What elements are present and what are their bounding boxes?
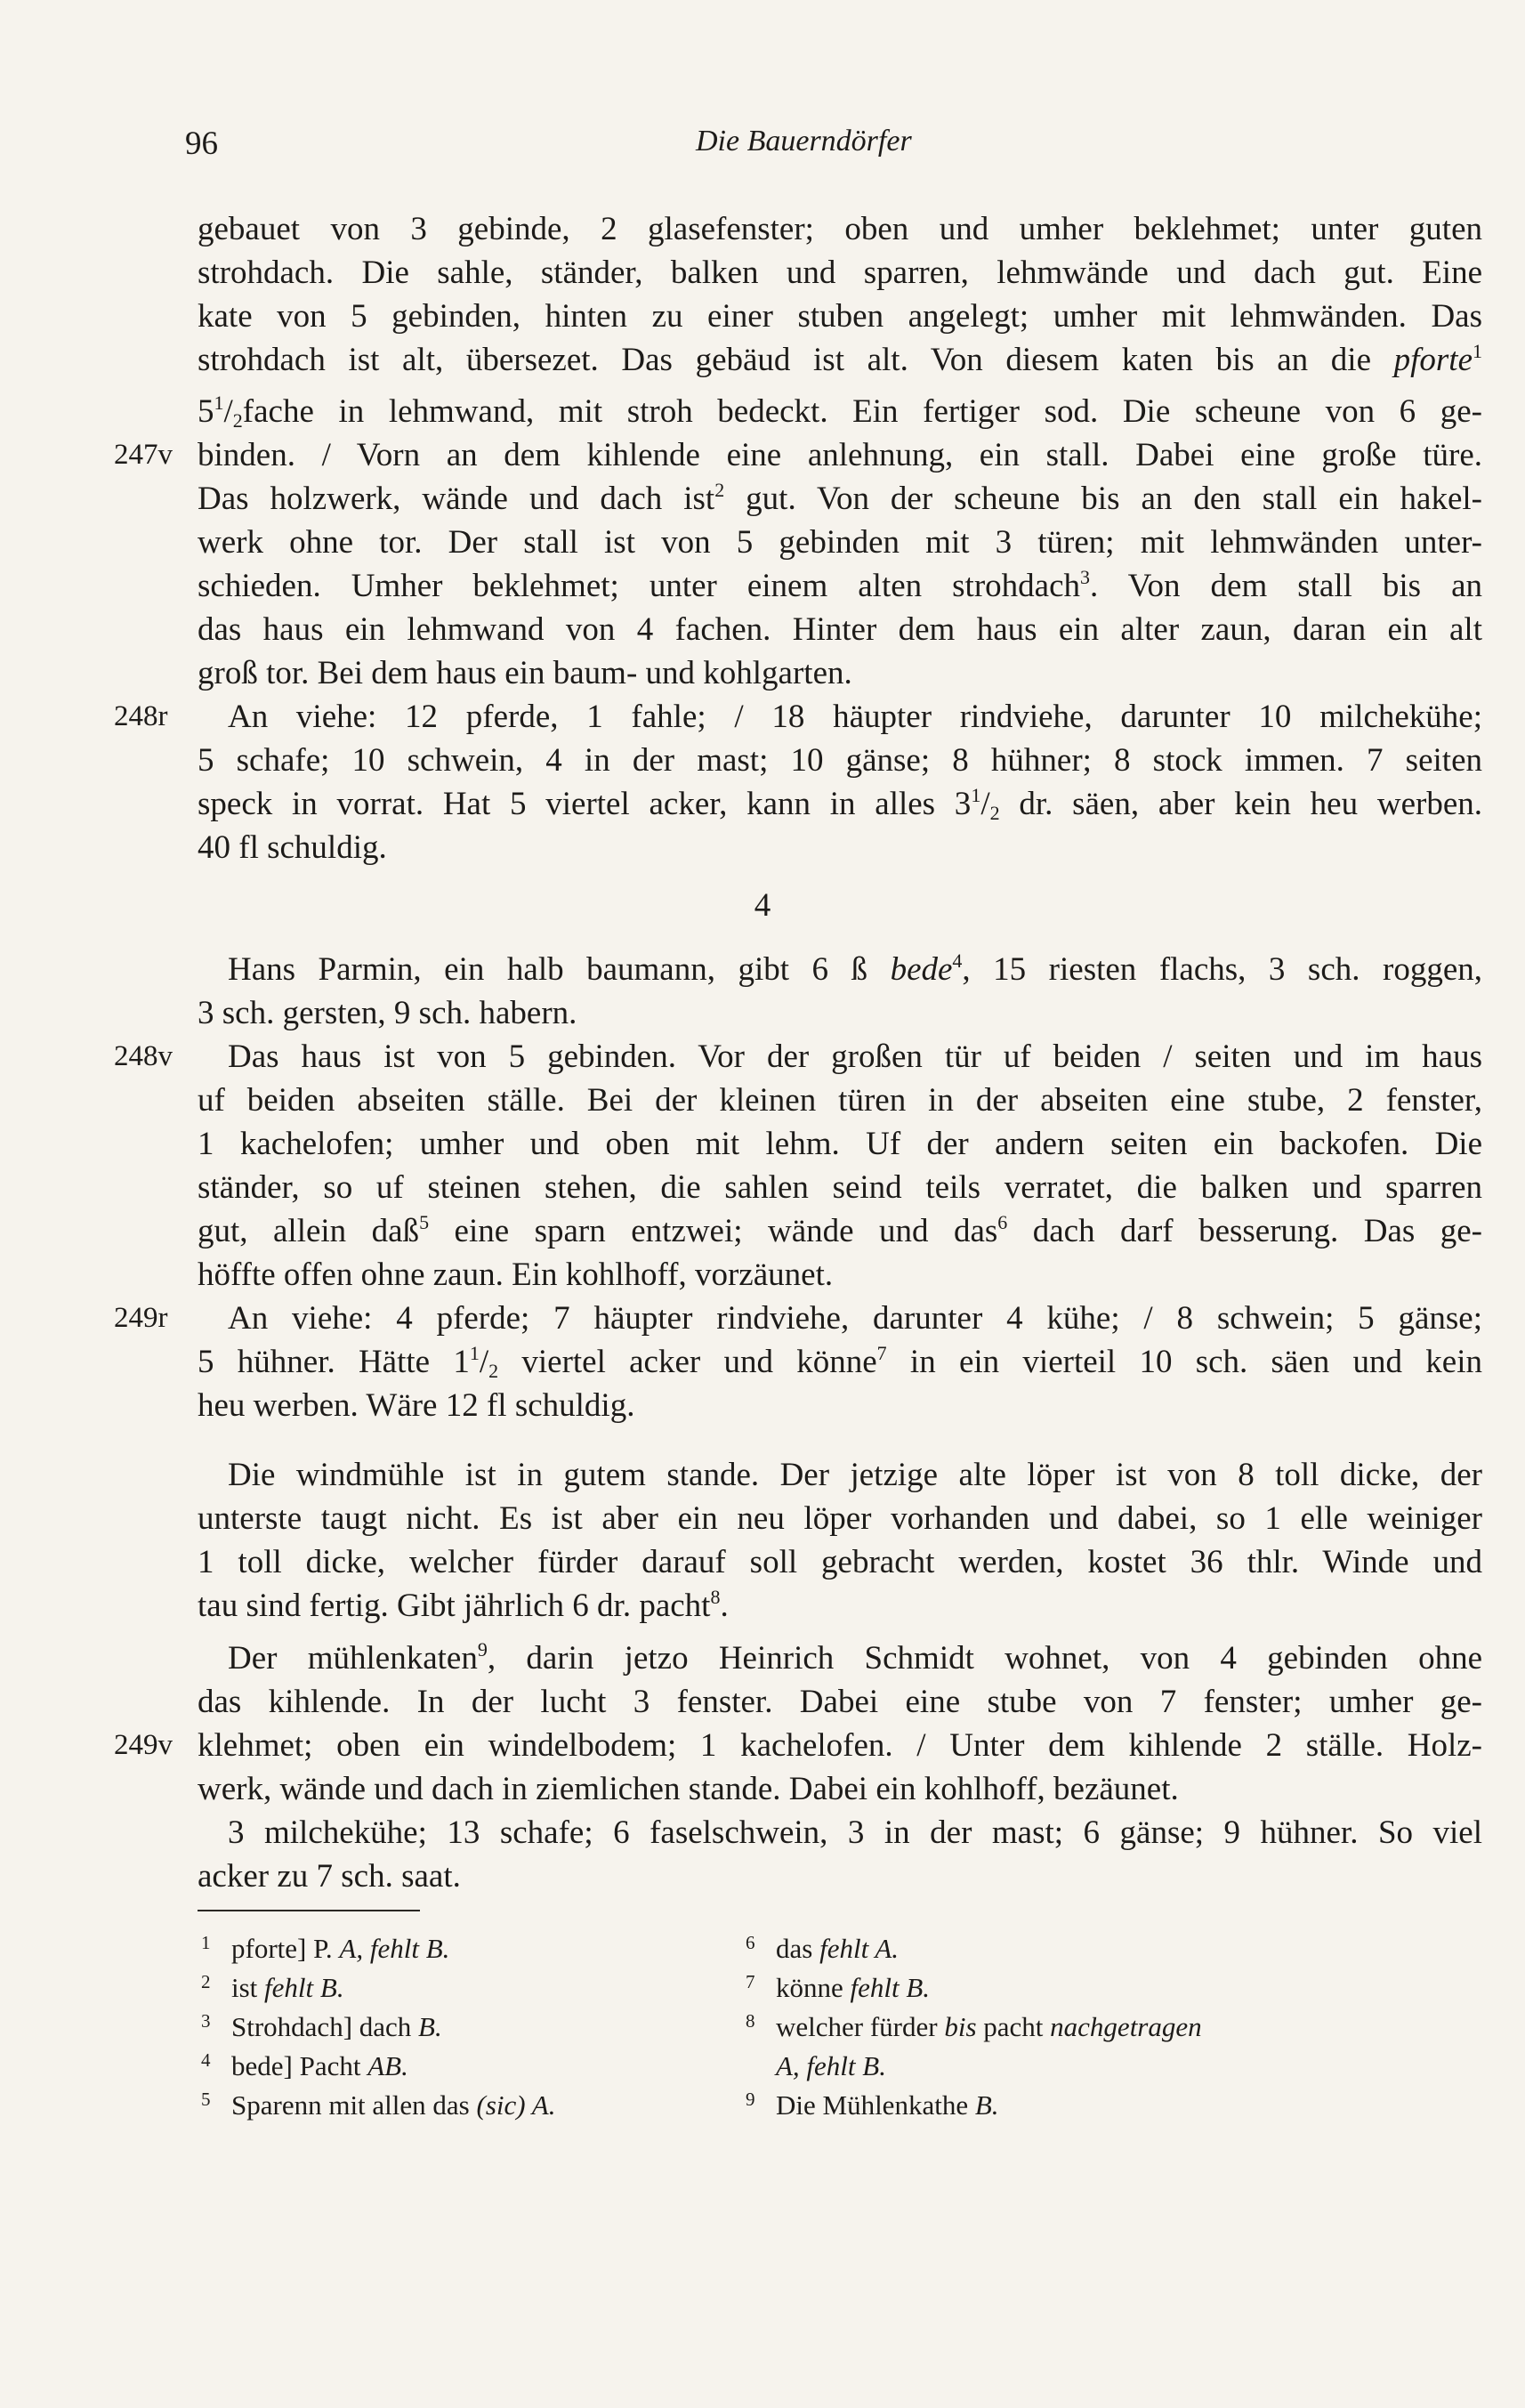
text-line: strohdach ist alt, übersezet. Das gebäud ist alt. Von diesem katen bis an die pforte$^1$ [198, 340, 1482, 378]
text-line: Die windmühle ist in gutem stande. Der jetzige alte löper ist von 8 toll dicke, der [228, 1457, 1482, 1493]
running-title: Die Bauerndörfer [696, 125, 912, 158]
text-line: 5 hühner. Hätte $1^1/_2$ viertel acker und könne$^7$ in ein vierteil 10 sch. säen und kein [198, 1342, 1482, 1382]
text-line: höffte offen ohne zaun. Ein kohlhoff, vorzäunet. [198, 1257, 834, 1293]
footnote-4: 4 bede] Pacht AB. [201, 2049, 408, 2081]
text-line: tau sind fertig. Gibt jährlich 6 dr. pacht$^8$. [198, 1586, 729, 1624]
footnote-7: 7 könne fehlt B. [746, 1971, 931, 2003]
text-line: speck in vorrat. Hat 5 viertel acker, kann in alles $3^1/_2$ dr. säen, aber kein heu werben. [198, 784, 1482, 824]
text-line: gebauet von 3 gebinde, 2 glasefenster; oben und umher beklehmet; unter guten [198, 211, 1482, 247]
text-line: 40 fl schuldig. [198, 829, 387, 866]
footnote-8-continued: A, fehlt B. [776, 2050, 886, 2081]
text-line: Hans Parmin, ein halb baumann, gibt 6 ß bede$^4$, 15 riesten flachs, 3 sch. roggen, [228, 949, 1482, 988]
text-line: An viehe: 4 pferde; 7 häupter rindviehe, darunter 4 kühe; / 8 schwein; 5 gänse; [228, 1300, 1482, 1337]
text-line: uf beiden abseiten ställe. Bei der kleinen türen in der abseiten eine stube, 2 fenster, [198, 1082, 1482, 1119]
text-line: acker zu 7 sch. saat. [198, 1858, 461, 1895]
page-number: 96 [185, 125, 218, 162]
text-line: Das haus ist von 5 gebinden. Vor der großen tür uf beiden / seiten und im haus [228, 1038, 1482, 1075]
footnote-8: 8 welcher fürder bis pacht nachgetragen [746, 2010, 1202, 2042]
text-line: schieden. Umher beklehmet; unter einem alten strohdach$^3$. Von dem stall bis an [198, 566, 1482, 604]
text-line: 1 kachelofen; umher und oben mit lehm. Uf der andern seiten ein backofen. Die [198, 1126, 1482, 1162]
text-line: An viehe: 12 pferde, 1 fahle; / 18 häupter rindviehe, darunter 10 milchekühe; [228, 699, 1482, 735]
text-line: 5 schafe; 10 schwein, 4 in der mast; 10 gänse; 8 hühner; 8 stock immen. 7 seiten [198, 742, 1482, 779]
text-line: ständer, so uf steinen stehen, die sahlen seind teils verratet, die balken und sparren [198, 1169, 1482, 1206]
text-line: das haus ein lehmwand von 4 fachen. Hinter dem haus ein alter zaun, daran ein alt [198, 611, 1482, 648]
text-line: Das holzwerk, wände und dach ist$^2$ gut. Von der scheune bis an den stall ein hakel- [198, 479, 1482, 517]
footnote-5: 5 Sparenn mit allen das (sic) A. [201, 2089, 556, 2121]
footnote-1: 1 pforte] P. A, fehlt B. [201, 1932, 450, 1964]
text-line: 1 toll dicke, welcher fürder darauf soll gebracht werden, kostet 36 thlr. Winde und [198, 1544, 1482, 1580]
text-line: gut, allein daß$^5$ eine sparn entzwei; wände und das$^6$ dach darf besserung. Das ge- [198, 1211, 1482, 1249]
text-line: kate von 5 gebinden, hinten zu einer stuben angelegt; umher mit lehmwänden. Das [198, 298, 1482, 335]
text-line: werk ohne tor. Der stall ist von 5 gebinden mit 3 türen; mit lehmwänden unter- [198, 524, 1482, 561]
margin-note-249r: 249r [114, 1302, 168, 1334]
text-line: Der mühlenkaten$^9$, darin jetzo Heinrich Schmidt wohnet, von 4 gebinden ohne [228, 1638, 1482, 1677]
footnote-6: 6 das fehlt A. [746, 1932, 900, 1964]
section-number: 4 [754, 887, 771, 924]
text-line: binden. / Vorn an dem kihlende eine anlehnung, ein stall. Dabei eine große türe. [198, 437, 1482, 473]
margin-note-247v: 247v [114, 439, 173, 471]
text-line: 3 sch. gersten, 9 sch. habern. [198, 995, 577, 1031]
footnote-3: 3 Strohdach] dach B. [201, 2010, 442, 2042]
text-line: strohdach. Die sahle, ständer, balken und sparren, lehmwände und dach gut. Eine [198, 255, 1482, 291]
margin-note-248r: 248r [114, 700, 168, 732]
footnote-9: 9 Die Mühlenkathe B. [746, 2089, 999, 2121]
text-line: unterste taugt nicht. Es ist aber ein neu löper vorhanden und dabei, so 1 elle weiniger [198, 1500, 1482, 1537]
text-line: groß tor. Bei dem haus ein baum- und kohlgarten. [198, 655, 852, 691]
margin-note-248v: 248v [114, 1040, 173, 1072]
footnote-rule [198, 1910, 420, 1911]
footnote-2: 2 ist fehlt B. [201, 1971, 344, 2003]
text-line: heu werben. Wäre 12 fl schuldig. [198, 1387, 635, 1424]
margin-note-249v: 249v [114, 1729, 173, 1761]
text-line: werk, wände und dach in ziemlichen stande. Dabei ein kohlhoff, bezäunet. [198, 1771, 1179, 1807]
text-line: 3 milchekühe; 13 schafe; 6 faselschwein, 3 in der mast; 6 gänse; 9 hühner. So viel [228, 1814, 1482, 1851]
text-line: klehmet; oben ein windelbodem; 1 kachelofen. / Unter dem kihlende 2 ställe. Holz- [198, 1727, 1482, 1764]
text-line: das kihlende. In der lucht 3 fenster. Dabei eine stube von 7 fenster; umher ge- [198, 1684, 1482, 1720]
text-line: $5^1/_2fache$ in lehmwand, mit stroh bedeckt. Ein fertiger sod. Die scheune von 6 ge- [198, 392, 1482, 432]
